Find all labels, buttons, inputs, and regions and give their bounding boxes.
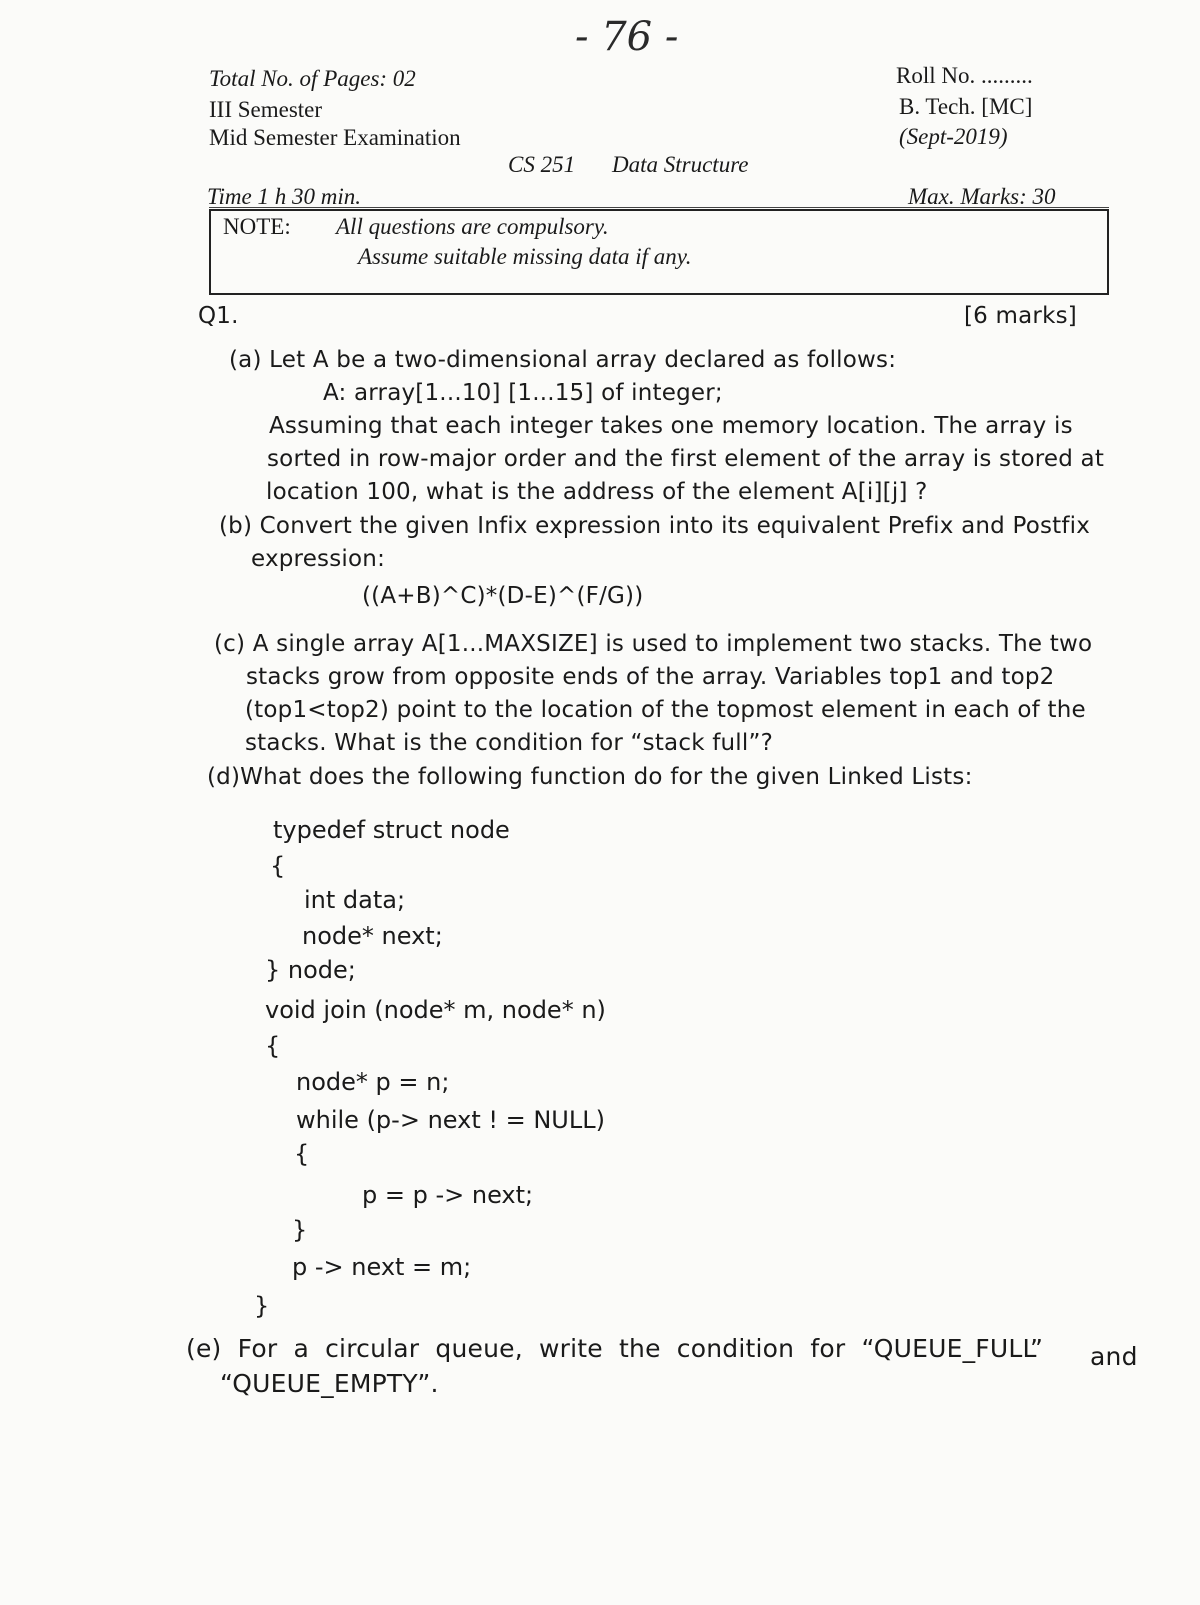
- total-pages: Total No. of Pages: 02: [209, 66, 416, 91]
- code-line: typedef struct node: [273, 816, 510, 844]
- question-number: Q1.: [198, 303, 239, 329]
- note-line-1: All questions are compulsory.: [336, 214, 609, 239]
- code-line: } node;: [265, 956, 356, 984]
- program: B. Tech. [MC]: [899, 94, 1033, 119]
- code-line: void join (node* m, node* n): [265, 996, 606, 1024]
- part-c-line-4: stacks. What is the condition for “stack full”?: [245, 730, 774, 756]
- code-line: node* p = n;: [296, 1068, 450, 1096]
- part-a-line-1: (a) Let A be a two-dimensional array declared as follows:: [229, 347, 897, 373]
- part-e-line-2: “QUEUE_EMPTY”.: [220, 1369, 439, 1398]
- page-number-mark: - 76 -: [575, 14, 679, 60]
- subject-title: Data Structure: [612, 152, 749, 177]
- part-b-line-1: (b) Convert the given Infix expression into its equivalent Prefix and Postfix: [219, 513, 1091, 539]
- exam-time: Time 1 h 30 min.: [207, 184, 361, 209]
- part-d-line-1: (d)What does the following function do for the given Linked Lists:: [207, 764, 973, 790]
- part-b-expression: ((A+B)^C)*(D-E)^(F/G)): [362, 583, 644, 609]
- note-label: NOTE:: [223, 214, 291, 239]
- code-line: p = p -> next;: [362, 1181, 534, 1209]
- part-c-line-3: (top1<top2) point to the location of the topmost element in each of the: [245, 697, 1086, 723]
- course-code: CS 251: [508, 152, 576, 177]
- code-line: {: [270, 852, 286, 880]
- part-a-line-3: sorted in row-major order and the first element of the array is stored at: [267, 446, 1105, 472]
- part-b-line-2: expression:: [251, 546, 386, 572]
- session: (Sept-2019): [899, 124, 1008, 149]
- part-a-line-4: location 100, what is the address of the element A[i][j] ?: [266, 479, 928, 505]
- roll-no: Roll No. .........: [896, 63, 1033, 88]
- part-a-line-2: Assuming that each integer takes one memory location. The array is: [269, 413, 1073, 439]
- code-line: while (p-> next ! = NULL): [296, 1106, 605, 1134]
- semester: III Semester: [209, 97, 323, 122]
- part-a-declaration: A: array[1...10] [1...15] of integer;: [323, 380, 723, 406]
- part-e-line-1-end: and: [1090, 1342, 1138, 1371]
- code-line: {: [265, 1032, 281, 1060]
- part-c-line-1: (c) A single array A[1...MAXSIZE] is used to implement two stacks. The two: [214, 631, 1093, 657]
- header-rule: [209, 207, 1109, 208]
- part-c-line-2: stacks grow from opposite ends of the array. Variables top1 and top2: [246, 664, 1055, 690]
- code-line: node* next;: [302, 922, 443, 950]
- note-line-2: Assume suitable missing data if any.: [358, 244, 692, 269]
- question-marks: [6 marks]: [964, 303, 1077, 329]
- code-line: p -> next = m;: [292, 1253, 472, 1281]
- part-e-line-1: (e) For a circular queue, write the condition for “QUEUE_FULL”: [186, 1334, 1044, 1363]
- code-line: int data;: [304, 886, 406, 914]
- max-marks: Max. Marks: 30: [908, 184, 1056, 209]
- exam-name: Mid Semester Examination: [209, 125, 461, 150]
- code-line: }: [292, 1216, 308, 1244]
- code-line: }: [254, 1292, 270, 1320]
- code-line: {: [294, 1140, 310, 1168]
